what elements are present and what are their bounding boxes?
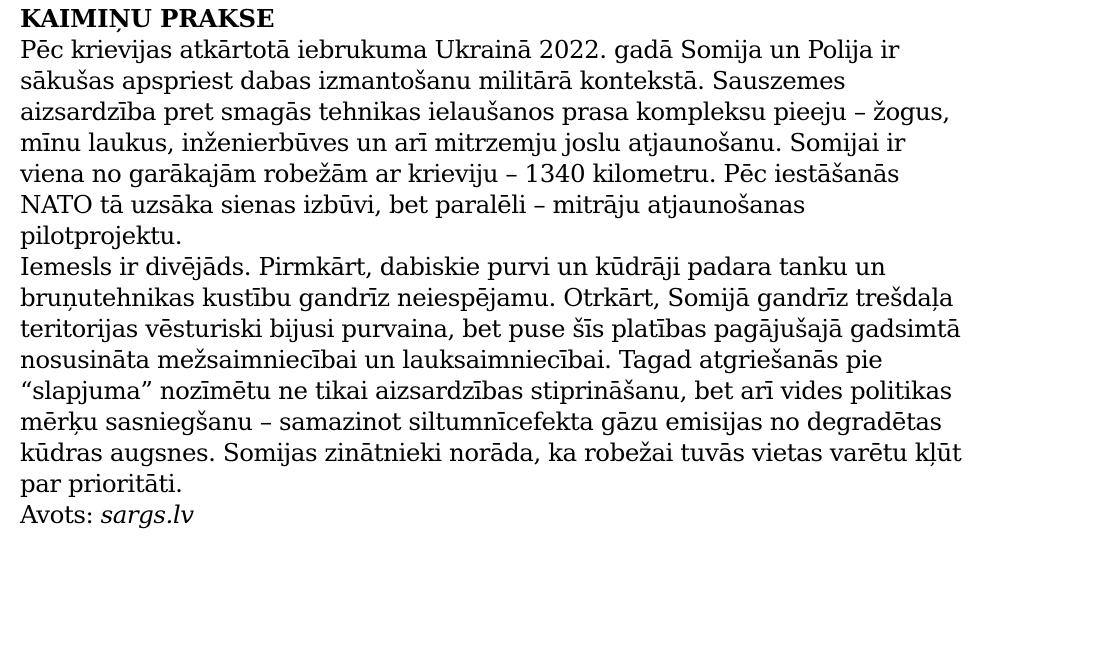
text-line: mērķu sasniegšanu – samazinot siltumnīcefekta gāzu emisijas no degradētas (20, 407, 942, 436)
text-line: kūdras augsnes. Somijas zinātnieki norāda, ka robežai tuvās vietas varētu kļūt (20, 438, 962, 467)
text-line: NATO tā uzsāka sienas izbūvi, bet paralēli – mitrāju atjaunošanas (20, 190, 805, 219)
text-line: par prioritāti. (20, 469, 183, 498)
paragraph-2 (20, 251, 1115, 499)
text-line: sākušas apspriest dabas izmantošanu militārā kontekstā. Sauszemes (20, 66, 846, 95)
text-line: viena no garākajām robežām ar krieviju – 1340 kilometru. Pēc iestāšanās (20, 159, 900, 188)
source-label: Avots: (20, 500, 101, 529)
text-line: Pēc krievijas atkārtotā iebrukuma Ukrainā 2022. gadā Somija un Polija ir (20, 35, 899, 64)
article-heading: KAIMIŅU PRAKSE (20, 4, 275, 33)
paragraph-1 (20, 34, 1115, 251)
source-line (20, 499, 1115, 530)
source-name: sargs.lv (100, 500, 194, 529)
article-sidebar (20, 3, 1115, 530)
text-line: nosusināta mežsaimniecībai un lauksaimniecībai. Tagad atgriešanās pie (20, 345, 883, 374)
text-line: “slapjuma” nozīmētu ne tikai aizsardzības stiprināšanu, bet arī vides politikas (20, 376, 952, 405)
text-line: teritorijas vēsturiski bijusi purvaina, bet puse šīs platības pagājušajā gadsimtā (20, 314, 961, 343)
text-line: pilotprojektu. (20, 221, 183, 250)
text-line: aizsardzība pret smagās tehnikas ielaušanos prasa kompleksu pieeju – žogus, (20, 97, 950, 126)
text-line: bruņutehnikas kustību gandrīz neiespējamu. Otrkārt, Somijā gandrīz trešdaļa (20, 283, 953, 312)
text-line: Iemesls ir divējāds. Pirmkārt, dabiskie purvi un kūdrāji padara tanku un (20, 252, 886, 281)
text-line: mīnu laukus, inženierbūves un arī mitrzemju joslu atjaunošanu. Somijai ir (20, 128, 905, 157)
